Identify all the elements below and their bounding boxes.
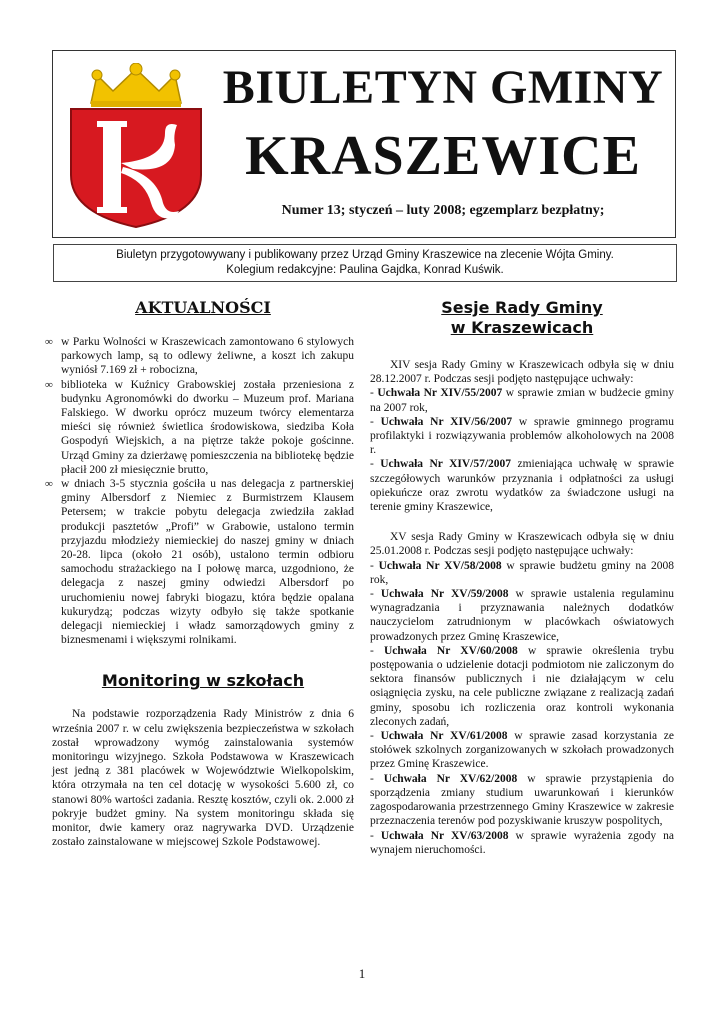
- resolution-item: - Uchwała Nr XV/63/2008 w sprawie wyrażenia zgody na wynajem nieruchomości.: [370, 829, 674, 856]
- newsletter-title-line2: KRASZEWICE: [245, 125, 641, 187]
- masthead: [52, 50, 676, 238]
- resolution-item: - Uchwała Nr XV/62/2008 w sprawie przystąpienia do sporządzenia zmiany studium uwarunkowań i kierunków zagospodarowania przestrzennego Gminy Kraszewice w zakresie przeznaczenia terenów pod pozyskiwanie kruszyw pospolitych,: [370, 772, 674, 828]
- resolution-item: - Uchwała Nr XIV/56/2007 w sprawie gminnego programu profilaktyki i rozwiązywania problemów alkoholowych na 2008 r.: [370, 415, 674, 457]
- infinity-bullet-icon: ∞: [45, 336, 53, 348]
- issue-line: Numer 13; styczeń – luty 2008; egzemplarz bezpłatny;: [281, 203, 605, 218]
- newsletter-title-line1: BIULETYN GMINY: [222, 61, 664, 114]
- news-item: ∞ biblioteka w Kuźnicy Grabowskiej została przeniesiona z budynku Agronomówki do dworku – Muzeum prof. Mariana Falskiego. W dworku oprócz muzeum twórcy elementarza mieści się również świetlica środowiskowa, siedziba Koła Gospodyń Wiejskich, a na piętrze także pokoje gościnne. Urząd Gminy za dzierżawę pomieszczenia na bibliotekę będzie płacił 200 zł miesięcznie brutto,: [45, 378, 354, 476]
- resolution-item: - Uchwała Nr XIV/55/2007 w sprawie zmian w budżecie gminy na 2007 rok,: [370, 387, 674, 414]
- monitoring-text: Na podstawie rozporządzenia Rady Ministrów z dnia 6 września 2007 r. w celu zwiększenia bezpieczeństwa w szkołach został wprowadzony wymóg zainstalowania systemów monitoringu wizyjnego. Szkoła Podstawowa w Kraszewicach jest jedną z 381 placówek w Województwie Wielkopolskim, która otrzymała na ten cel dotację w wysokości 5.600 zł, co stanowi 80% wartości zadania. Resztę kosztów, czyli ok. 2.000 zł pokryje budżet gminy. Na system monitoringu składa się monitor, dwie kamery oraz nagrywarka DVD. Urządzenie zostało zainstalowane w miejscowej Szkole Podstawowej.: [52, 708, 354, 849]
- sessions-heading: Sesje Rady Gminy w Kraszewicach: [441, 298, 603, 337]
- page-number: 1: [358, 966, 366, 981]
- news-item: ∞ w Parku Wolności w Kraszewicach zamontowano 6 stylowych parkowych lamp, są to odlewy żeliwne, a koszt ich zakupu wyniósł 7.169 zł + robocizna,: [45, 336, 354, 377]
- editorial-board-line: Kolegium redakcyjne: Paulina Gajdka, Konrad Kuświk.: [226, 264, 504, 276]
- news-list: [45, 335, 354, 647]
- news-item: ∞ w dniach 3-5 stycznia gościła u nas delegacja z partnerskiej gminy Albersdorf z Niemiec z Burmistrzem Klausem Petersem; w trakcie pobytu delegacja zwiedziła zakład produkcji pasztetów „Profi” w Grabowie, ustalono termin przyjazdu młodzieży niemieckiej do naszej gminy w dniach 20-28. lipca (około 21 osób), ustalono termin odbioru samochodu strażackiego na I połowę marca, uzgodniono, że delegacja z naszej gminy odwiedzi Albersdorf po uruchomieniu nowej fabryki biogazu, która będzie opalana kukurydzą; podczas wizyty odbyło się także spotkanie delegacji niemieckiej i władz samorządowych gminy z biznesmenami i większymi rolnikami.: [45, 478, 354, 647]
- right-column: [370, 298, 674, 857]
- news-heading: AKTUALNOŚCI: [135, 298, 271, 317]
- coat-of-arms-icon: [61, 63, 211, 229]
- session-xiv-intro: XIV sesja Rady Gminy w Kraszewicach odbyła się w dniu 28.12.2007 r. Podczas sesji podjęto następujące uchwały:: [370, 359, 674, 386]
- resolution-item: - Uchwała Nr XV/58/2008 w sprawie budżetu gminy na 2008 rok,: [370, 559, 674, 586]
- resolution-item: - Uchwała Nr XV/59/2008 w sprawie ustalenia regulaminu wynagradzania i przyznawania należnych dodatków nauczycielom zatrudnionym w placówkach oświatowych prowadzonych przez Gminę Kraszewice,: [370, 588, 674, 643]
- editorial-info-box: [53, 244, 677, 282]
- infinity-bullet-icon: ∞: [45, 378, 53, 391]
- infinity-bullet-icon: ∞: [45, 478, 53, 491]
- crown-icon: [91, 63, 181, 107]
- resolution-item: - Uchwała Nr XIV/57/2007 zmieniająca uchwałę w sprawie szczegółowych warunków przyznania i odpłatności za usługi opiekuńcze oraz zwrotu wydatków za świadczone usługi na terenie gminy Kraszewice,: [370, 458, 674, 514]
- left-column: [45, 298, 354, 850]
- resolution-item: - Uchwała Nr XV/61/2008 w sprawie zasad korzystania ze stołówek szkolnych zorganizowanych w szkołach prowadzonych przez Gminę Kraszewice.: [370, 730, 674, 771]
- session-xv-intro: XV sesja Rady Gminy w Kraszewicach odbyła się w dniu 25.01.2008 r. Podczas sesji podjęto następujące uchwały:: [370, 531, 674, 558]
- resolution-item: - Uchwała Nr XV/60/2008 w sprawie określenia trybu postępowania o udzielenie dotacji podmiotom nie zaliczonym do sektora finansów publicznych i nie działającym w celu osiągnięcia zysku, na cele publiczne związane z realizacją zadań gminy, sposobu ich rozliczenia oraz kontroli wykonania zleconych zadań,: [370, 644, 674, 728]
- monitoring-heading: Monitoring w szkołach: [101, 671, 305, 691]
- publisher-line: Biuletyn przygotowywany i publikowany przez Urząd Gminy Kraszewice na zlecenie Wójta Gminy.: [116, 249, 614, 261]
